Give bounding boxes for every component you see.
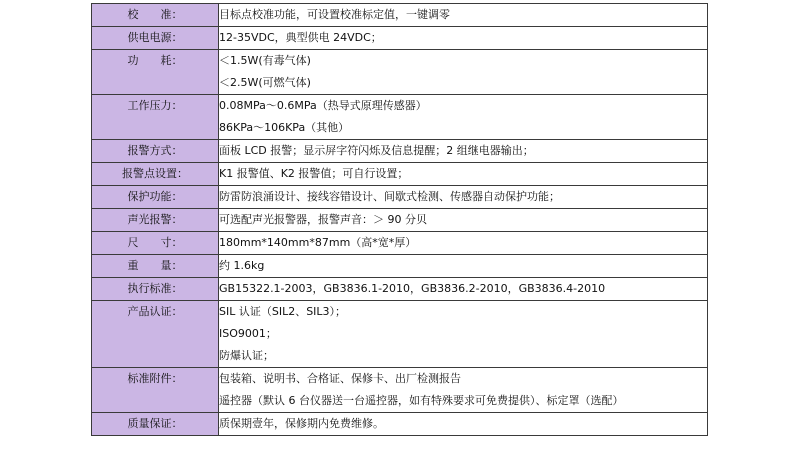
spec-row xyxy=(92,95,708,140)
spec-value-line: 面板 LCD 报警；显示屏字符闪烁及信息提醒；2 组继电器输出； xyxy=(219,144,534,157)
spec-label: 供电电源： xyxy=(127,31,183,44)
spec-row xyxy=(92,50,708,95)
spec-label: 重 量： xyxy=(127,259,183,272)
spec-label: 标准附件： xyxy=(127,372,183,385)
spec-label: 校 准： xyxy=(127,8,183,21)
spec-label: 功 耗： xyxy=(127,54,183,67)
spec-label-cell xyxy=(92,4,219,27)
spec-value-line: 180mm*140mm*87mm（高*宽*厚） xyxy=(219,236,417,249)
spec-label-cell xyxy=(92,278,219,301)
spec-value-line: 遥控器（默认 6 台仪器送一台遥控器，如有特殊要求可免费提供）、标定罩（选配） xyxy=(219,394,624,407)
spec-table xyxy=(91,3,708,436)
spec-label: 声光报警： xyxy=(127,213,183,226)
spec-row xyxy=(92,255,708,278)
spec-row xyxy=(92,186,708,209)
spec-row xyxy=(92,413,708,436)
spec-row xyxy=(92,301,708,368)
spec-value-line: 质保期壹年，保修期内免费维修。 xyxy=(219,417,384,430)
spec-label: 报警方式： xyxy=(127,144,183,157)
spec-value-line: 防雷防浪涌设计、接线容错设计、间歇式检测、传感器自动保护功能； xyxy=(219,190,560,203)
spec-label-cell xyxy=(92,50,219,95)
spec-value-cell xyxy=(219,413,708,436)
spec-value-line: 约 1.6kg xyxy=(219,259,265,272)
spec-label: 质量保证： xyxy=(127,417,183,430)
spec-value-cell xyxy=(219,209,708,232)
spec-row xyxy=(92,27,708,50)
spec-row xyxy=(92,232,708,255)
spec-label-cell xyxy=(92,413,219,436)
spec-table-body xyxy=(92,4,708,436)
spec-row xyxy=(92,4,708,27)
spec-value-cell xyxy=(219,4,708,27)
spec-value-line: 包装箱、说明书、合格证、保修卡、出厂检测报告 xyxy=(219,372,461,385)
spec-value-cell xyxy=(219,368,708,413)
spec-label-cell xyxy=(92,255,219,278)
spec-label-cell xyxy=(92,232,219,255)
spec-label: 尺 寸： xyxy=(127,236,183,249)
spec-label: 保护功能： xyxy=(127,190,183,203)
spec-value-line: ＜1.5W(有毒气体) xyxy=(219,54,311,67)
spec-label-cell xyxy=(92,209,219,232)
spec-value-cell xyxy=(219,95,708,140)
spec-value-line: GB15322.1-2003，GB3836.1-2010，GB3836.2-2010，GB3836.4-2010 xyxy=(219,282,606,295)
spec-value-line: 目标点校准功能，可设置校准标定值，一键调零 xyxy=(219,8,450,21)
spec-label: 产品认证： xyxy=(127,305,183,318)
spec-value-cell xyxy=(219,27,708,50)
spec-value-cell xyxy=(219,278,708,301)
spec-value-line: 86KPa～106KPa（其他） xyxy=(219,121,350,134)
spec-label-cell xyxy=(92,301,219,368)
spec-row xyxy=(92,140,708,163)
spec-value-cell xyxy=(219,163,708,186)
spec-row xyxy=(92,163,708,186)
spec-value-cell xyxy=(219,186,708,209)
spec-label-cell xyxy=(92,186,219,209)
spec-label-cell xyxy=(92,95,219,140)
spec-value-line: 防爆认证； xyxy=(219,349,274,362)
spec-value-line: K1 报警值、K2 报警值；可自行设置； xyxy=(219,167,409,180)
spec-value-cell xyxy=(219,140,708,163)
spec-value-line: ISO9001； xyxy=(219,327,277,340)
spec-value-line: SIL 认证（SIL2、SIL3）； xyxy=(219,305,347,318)
spec-value-line: 可选配声光报警器，报警声音：＞ 90 分贝 xyxy=(219,213,427,226)
spec-label-cell xyxy=(92,163,219,186)
spec-label: 执行标准： xyxy=(127,282,183,295)
spec-label: 报警点设置： xyxy=(122,167,188,180)
spec-value-cell xyxy=(219,50,708,95)
spec-label: 工作压力： xyxy=(127,99,183,112)
spec-value-line: ＜2.5W(可燃气体) xyxy=(219,76,311,89)
spec-row xyxy=(92,209,708,232)
spec-label-cell xyxy=(92,368,219,413)
spec-value-line: 12-35VDC，典型供电 24VDC； xyxy=(219,31,382,44)
spec-value-line: 0.08MPa～0.6MPa（热导式原理传感器） xyxy=(219,99,427,112)
spec-value-cell xyxy=(219,255,708,278)
spec-value-cell xyxy=(219,232,708,255)
spec-label-cell xyxy=(92,27,219,50)
spec-label-cell xyxy=(92,140,219,163)
spec-value-cell xyxy=(219,301,708,368)
spec-row xyxy=(92,278,708,301)
spec-row xyxy=(92,368,708,413)
